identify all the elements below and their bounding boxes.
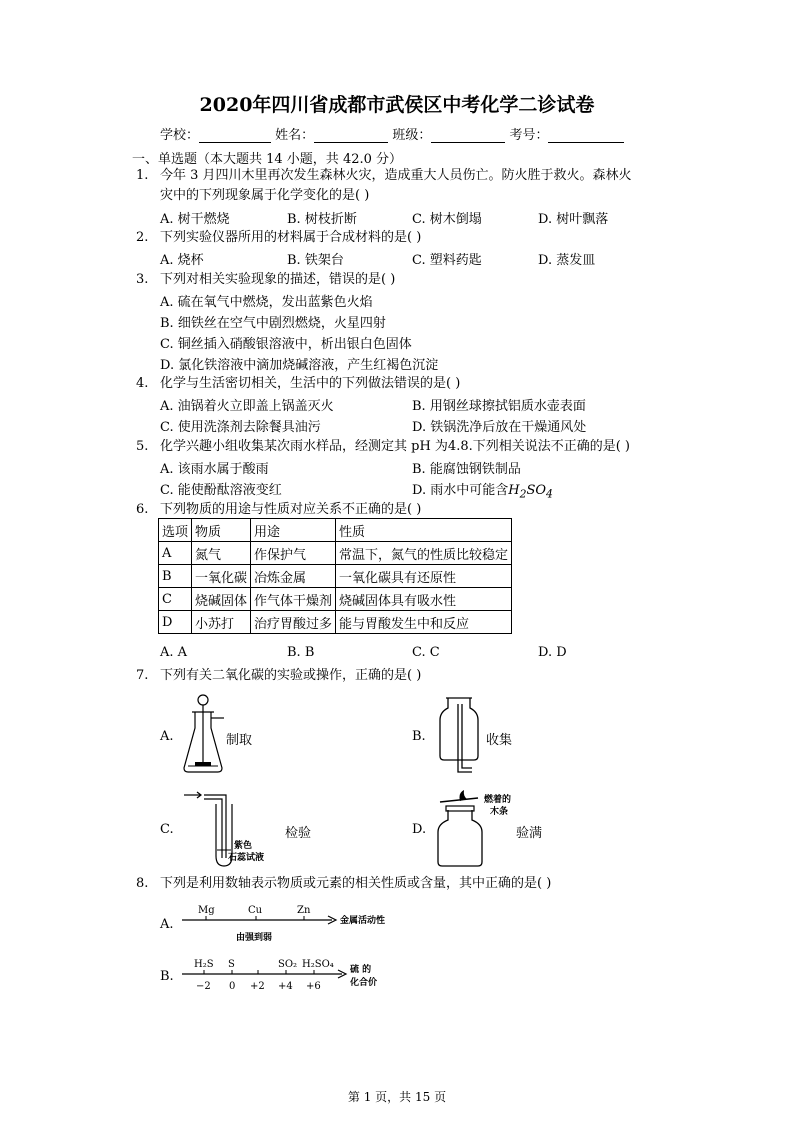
q4-number: 4.: [136, 376, 149, 391]
q2-option-d: D. 蒸发皿: [538, 253, 596, 268]
table-row: [159, 611, 512, 634]
q8-number: 8.: [136, 876, 149, 891]
axis-label-so2: SO₂: [278, 959, 298, 970]
metal-activity-axis: [176, 902, 406, 946]
q3-option-d: D. 氯化铁溶液中滴加烧碱溶液，产生红褐色沉淀: [160, 358, 439, 373]
q7-label-purple: 紫色: [234, 841, 253, 851]
q7-option-b: B.: [412, 729, 426, 744]
table-cell: 能与胃酸发生中和反应: [336, 611, 512, 634]
page-title: 2020年四川省成都市武侯区中考化学二诊试卷: [199, 94, 595, 116]
q5-option-b: B. 能腐蚀钢铁制品: [412, 462, 521, 477]
q3-option-b: B. 细铁丝在空气中剧烈燃烧，火星四射: [160, 316, 386, 331]
axis-label-h2so4: H₂SO₄: [302, 959, 334, 970]
q7-label-litmus: 石蕊试液: [228, 853, 265, 863]
q3-number: 3.: [136, 272, 149, 287]
q6-stem: 下列物质的用途与性质对应关系不正确的是( ): [160, 502, 422, 517]
q1-number: 1.: [136, 168, 149, 183]
number-label: 考号：: [509, 128, 549, 143]
q6-option-d: D. D: [538, 645, 567, 660]
table-cell: 用途: [251, 519, 336, 542]
q5-option-c: C. 能使酚酞溶液变红: [160, 483, 282, 498]
axis-title-sulfur: 硫 的: [350, 965, 372, 975]
table-cell: 物质: [192, 519, 251, 542]
axis-label-s: S: [228, 959, 235, 970]
q7-label-burning: 燃着的: [484, 795, 512, 805]
q6-option-c: C. C: [412, 645, 440, 660]
table-cell: 常温下，氮气的性质比较稳定: [336, 542, 512, 565]
number-blank: [548, 130, 624, 143]
table-cell: 作保护气: [251, 542, 336, 565]
q1-stem-line1: 今年 3 月四川木里再次发生森林火灾，造成重大人员伤亡。防火胜于救火。森林火: [160, 168, 632, 183]
table-cell: A: [159, 542, 192, 565]
table-cell: 选项: [159, 519, 192, 542]
q5-option-d: [412, 479, 553, 501]
q7-caption-a: 制取: [226, 733, 253, 748]
table-cell: C: [159, 588, 192, 611]
table-cell: B: [159, 565, 192, 588]
table-cell: 作气体干燥剂: [251, 588, 336, 611]
q8-option-a: A.: [160, 917, 174, 932]
axis-note-order: 由强到弱: [236, 933, 273, 943]
q2-number: 2.: [136, 230, 149, 245]
axis-title-activity: 金属活动性: [340, 916, 386, 926]
q5-option-a: A. 该雨水属于酸雨: [160, 462, 269, 477]
table-cell: 小苏打: [192, 611, 251, 634]
q4-stem: 化学与生活密切相关，生活中的下列做法错误的是( ): [160, 376, 461, 391]
name-blank: [314, 130, 388, 143]
q4-option-b: B. 用钢丝球擦拭铝质水壶表面: [412, 399, 586, 414]
q7-caption-b: 收集: [486, 733, 513, 748]
table-cell: 治疗胃酸过多: [251, 611, 336, 634]
sulfur-valence-axis: [176, 955, 406, 1001]
axis-label-h2s: H₂S: [194, 959, 214, 970]
q2-stem: 下列实验仪器所用的材料属于合成材料的是( ): [160, 230, 422, 245]
q3-option-a: A. 硫在氧气中燃烧，发出蓝紫色火焰: [160, 295, 373, 310]
table-row: [159, 542, 512, 565]
q5-option-d-text: D. 雨水中可能含: [412, 483, 509, 498]
exam-info-line: [160, 124, 624, 143]
tick-label: +6: [306, 981, 321, 992]
q6-number: 6.: [136, 502, 149, 517]
q5-formula: $H_2SO_4$: [508, 483, 553, 501]
q1-option-d: D. 树叶飘落: [538, 212, 609, 227]
table-cell: 一氧化碳: [192, 565, 251, 588]
tick-label: +4: [278, 981, 293, 992]
q1-option-c: C. 树木倒塌: [412, 212, 482, 227]
class-blank: [431, 130, 505, 143]
name-label: 姓名：: [275, 128, 315, 143]
q7-option-d: D.: [412, 822, 427, 837]
section-heading: 一、单选题（本大题共 14 小题，共 42.0 分）: [132, 152, 403, 167]
q7-option-a: A.: [160, 729, 174, 744]
q4-option-a: A. 油锅着火立即盖上锅盖灭火: [160, 399, 334, 414]
page-footer: 第 1 页，共 15 页: [347, 1090, 447, 1104]
table-cell: D: [159, 611, 192, 634]
axis-title-valence: 化合价: [350, 978, 378, 988]
table-cell: 烧碱固体具有吸水性: [336, 588, 512, 611]
table-cell: 烧碱固体: [192, 588, 251, 611]
axis-label-zn: Zn: [297, 905, 311, 916]
school-label: 学校：: [160, 128, 200, 143]
q7-option-c: C.: [160, 822, 174, 837]
q4-option-d: D. 铁锅洗净后放在干燥通风处: [412, 420, 587, 435]
tick-label: 0: [229, 981, 236, 992]
table-cell: 一氧化碳具有还原性: [336, 565, 512, 588]
q1-stem-line2: 灾中的下列现象属于化学变化的是( ): [160, 188, 370, 203]
q8-stem: 下列是利用数轴表示物质或元素的相关性质或含量，其中正确的是( ): [160, 876, 552, 891]
q6-table: [158, 518, 512, 634]
q7-stem: 下列有关二氧化碳的实验或操作，正确的是( ): [160, 668, 422, 683]
q5-stem: 化学兴趣小组收集某次雨水样品，经测定其 pH 为4.8.下列相关说法不正确的是( ): [160, 439, 631, 454]
axis-label-cu: Cu: [248, 905, 263, 916]
table-row: [159, 588, 512, 611]
q8-option-b: B.: [160, 969, 174, 984]
table-cell: 氮气: [192, 542, 251, 565]
gas-collection-bottle-icon: [436, 694, 486, 776]
table-cell: 性质: [336, 519, 512, 542]
q4-option-c: C. 使用洗涤剂去除餐具油污: [160, 420, 321, 435]
q5-number: 5.: [136, 439, 149, 454]
tick-label: +2: [250, 981, 265, 992]
q1-option-b: B. 树枝折断: [287, 212, 357, 227]
erlenmeyer-flask-icon: [180, 692, 226, 778]
axis-label-mg: Mg: [198, 905, 215, 916]
q7-caption-c: 检验: [285, 826, 312, 841]
q3-option-c: C. 铜丝插入硝酸银溶液中，析出银白色固体: [160, 337, 412, 352]
q3-stem: 下列对相关实验现象的描述，错误的是( ): [160, 272, 396, 287]
q2-option-a: A. 烧杯: [160, 253, 204, 268]
q6-option-a: A. A: [160, 645, 188, 660]
q7-number: 7.: [136, 668, 149, 683]
q7-caption-d: 验满: [516, 826, 543, 841]
school-blank: [199, 130, 271, 143]
table-cell: 冶炼金属: [251, 565, 336, 588]
class-label: 班级：: [392, 128, 432, 143]
q6-option-b: B. B: [287, 645, 315, 660]
q2-option-c: C. 塑料药匙: [412, 253, 482, 268]
q2-option-b: B. 铁架台: [287, 253, 344, 268]
q7-label-stick: 木条: [490, 807, 509, 817]
tick-label: −2: [196, 981, 211, 992]
table-row: [159, 519, 512, 542]
table-row: [159, 565, 512, 588]
q1-option-a: A. 树干燃烧: [160, 212, 230, 227]
